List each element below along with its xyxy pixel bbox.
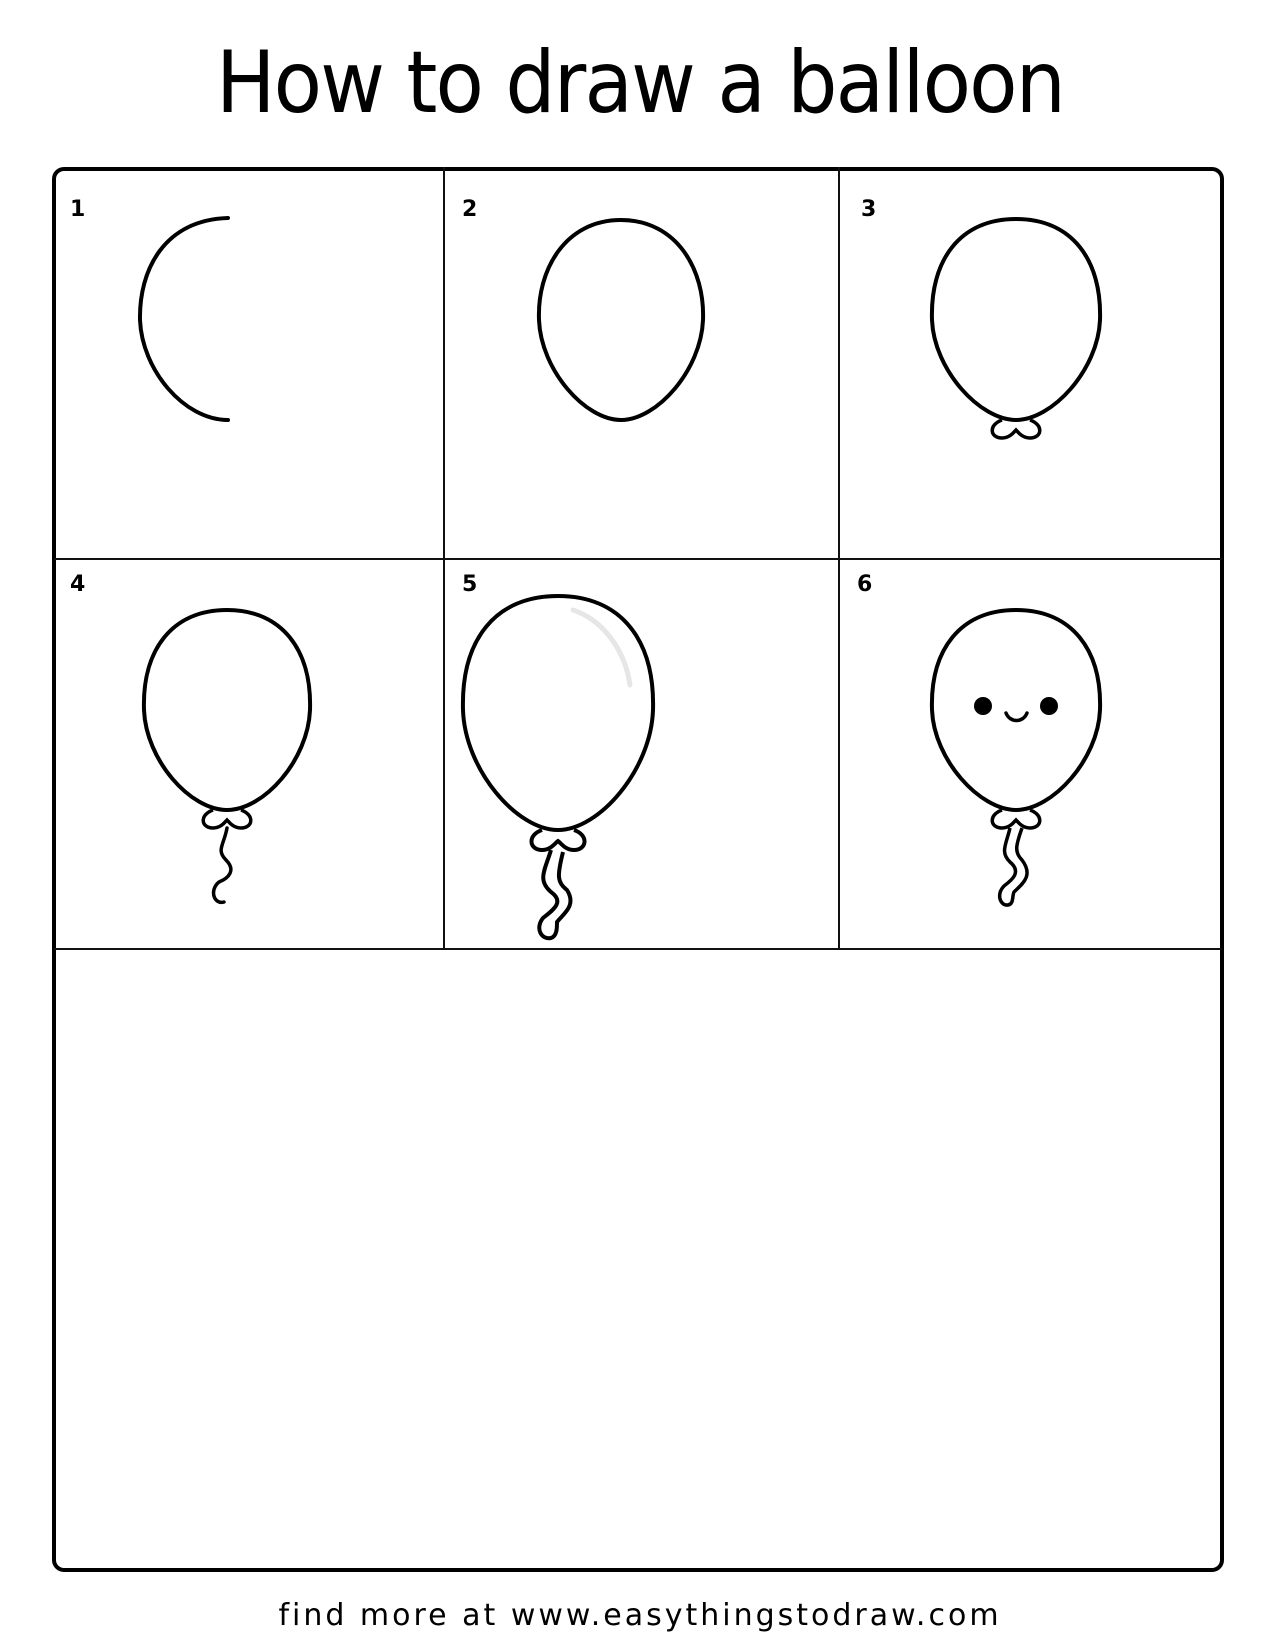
step-number: 4 [70,572,86,597]
step-number: 6 [857,572,873,597]
page-title: How to draw a balloon [215,33,1065,133]
smile-icon [1006,713,1027,721]
left-eye-icon [974,697,992,715]
step-number: 2 [462,197,478,222]
practice-drawing-area [56,952,1220,1568]
balloon-step-3-drawing [840,170,1222,558]
highlight-shine [573,610,630,685]
footer-credit: find more at www.easythingstodraw.com [278,1598,1002,1633]
balloon-step-5-drawing [445,560,838,948]
balloon-step-4-drawing [54,560,443,948]
step-number: 3 [861,197,877,222]
step-number: 1 [70,197,86,222]
balloon-step-6-drawing [840,560,1222,948]
right-eye-icon [1040,697,1058,715]
grid-divider [54,948,1222,950]
balloon-step-1-drawing [54,170,443,558]
step-number: 5 [462,572,478,597]
balloon-step-2-drawing [445,170,838,558]
